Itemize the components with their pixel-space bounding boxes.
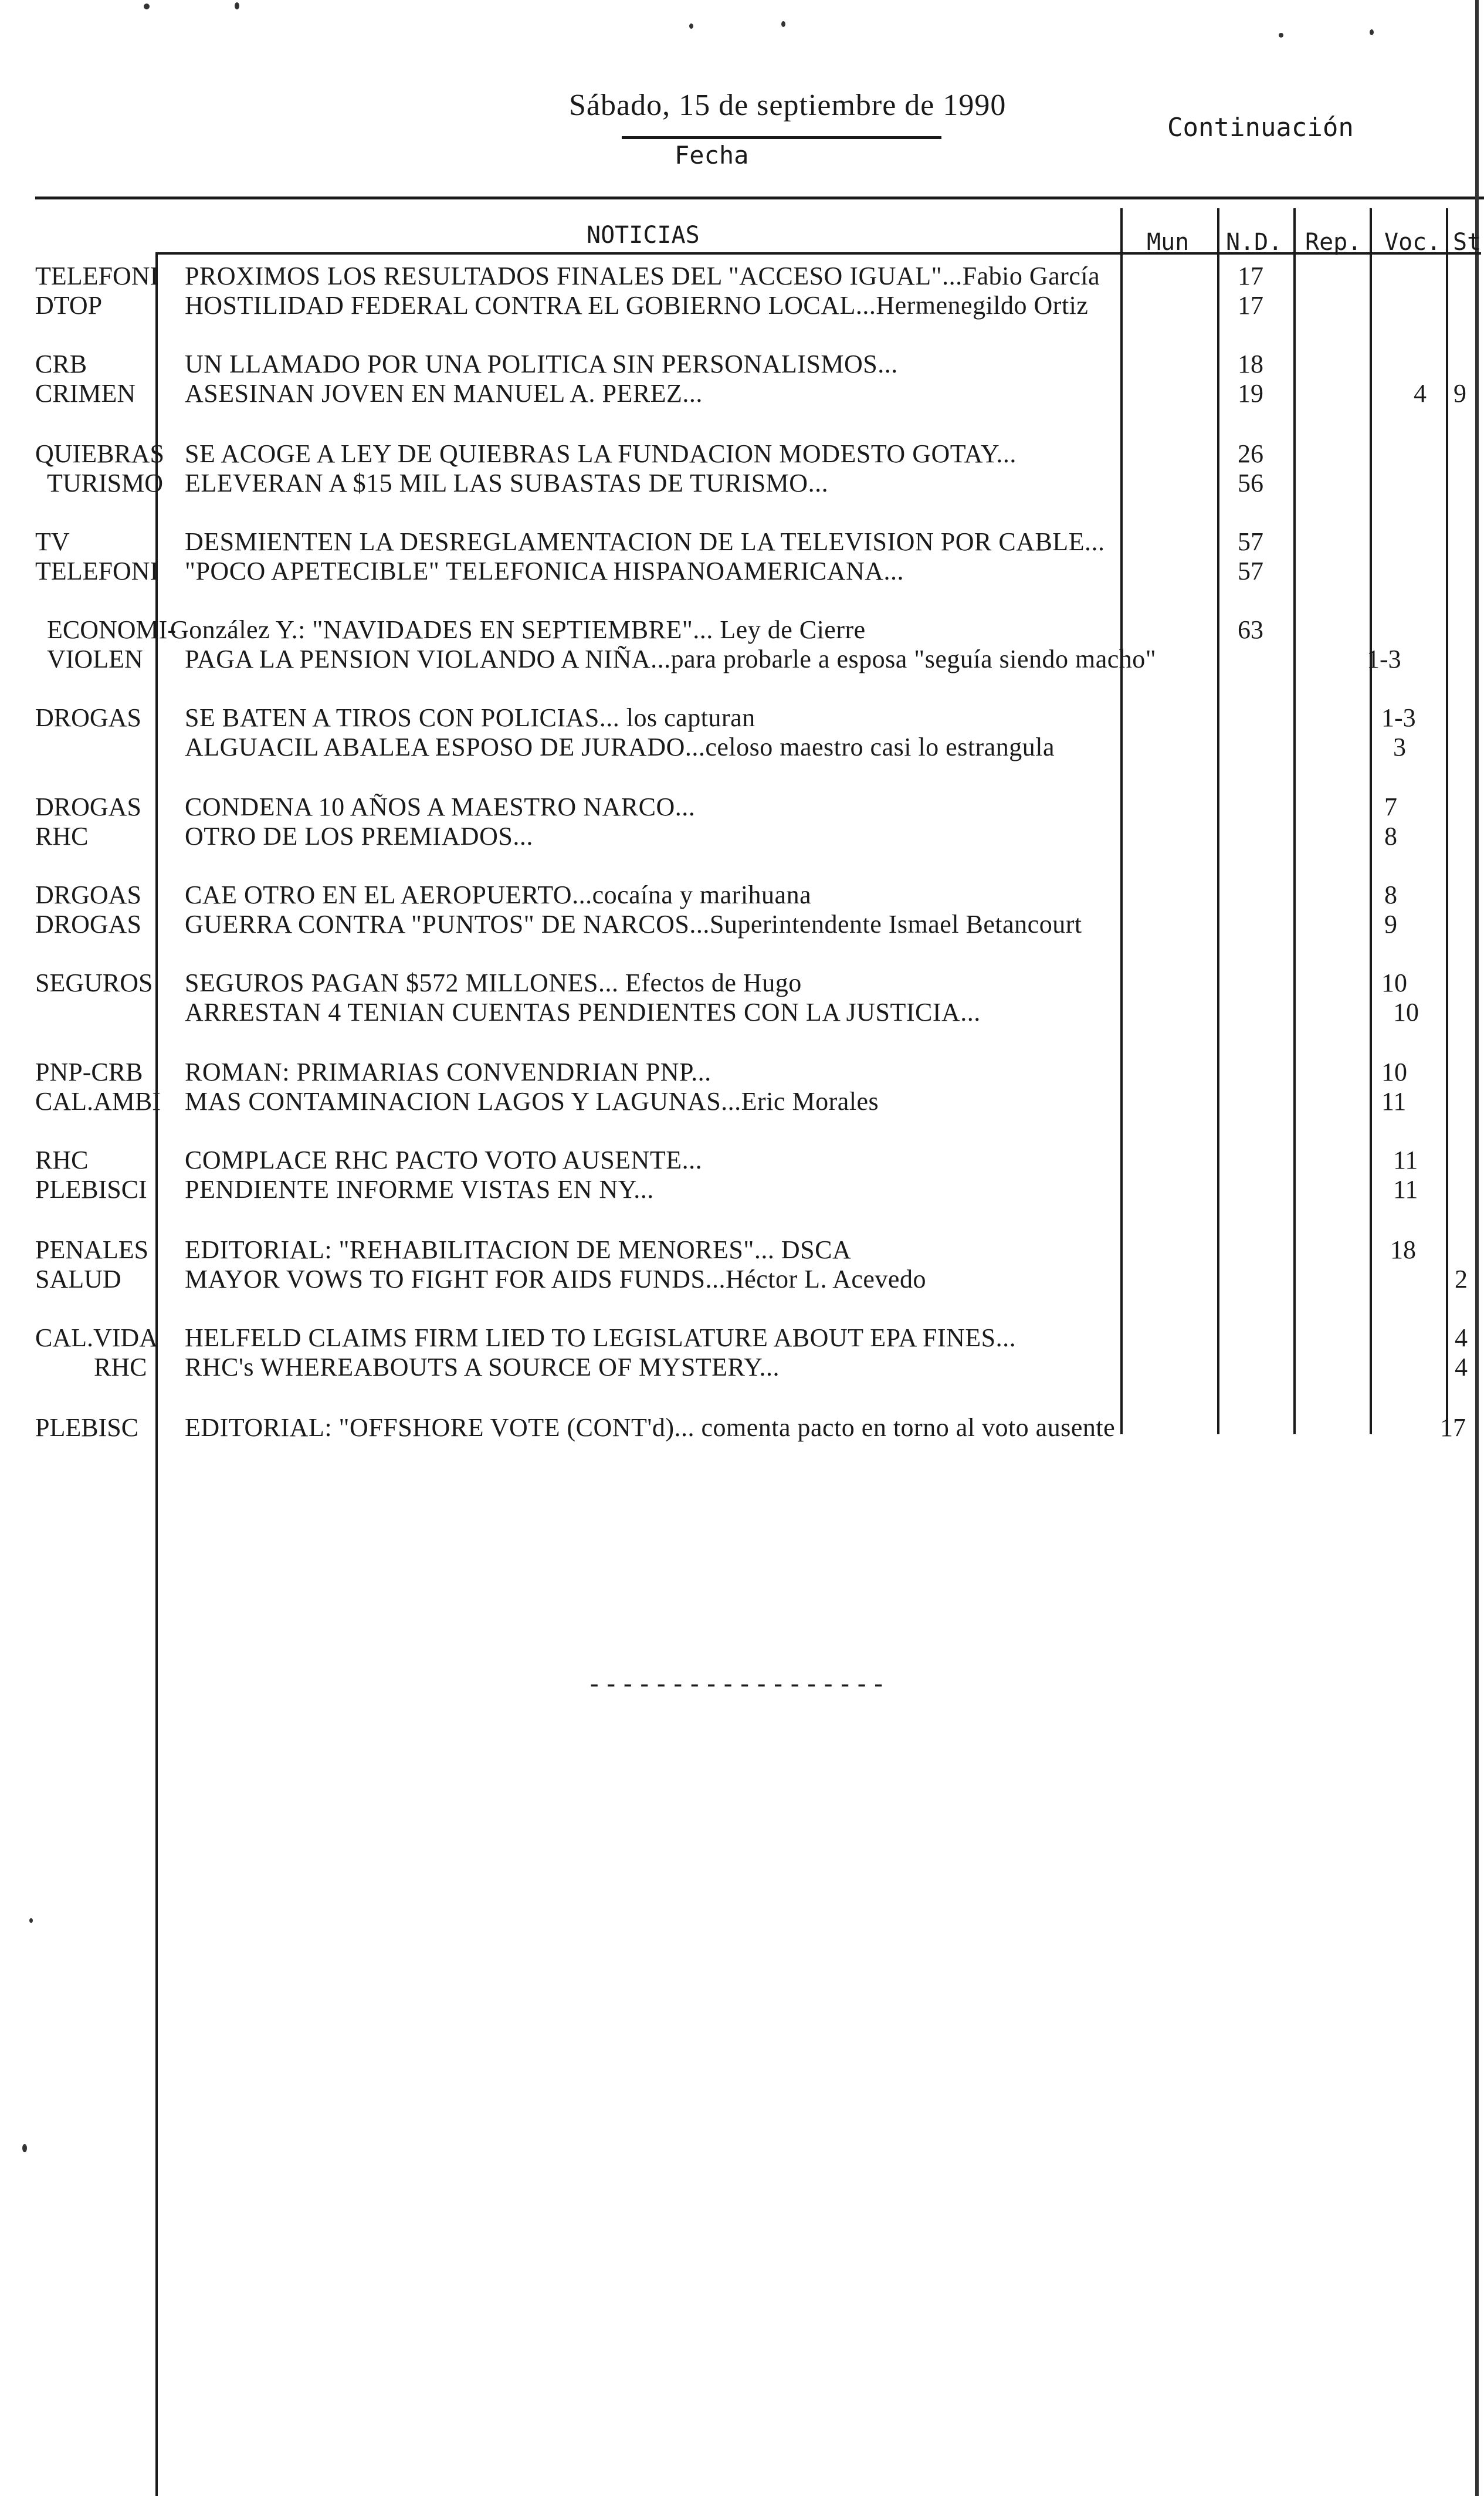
row-headline: ALGUACIL ABALEA ESPOSO DE JURADO...celoso maestro casi lo estrangula	[185, 733, 1055, 761]
row-headline: SE BATEN A TIROS CON POLICIAS... los capturan	[185, 703, 755, 732]
row-headline: HOSTILIDAD FEDERAL CONTRA EL GOBIERNO LOCAL...Hermenegildo Ortiz	[185, 291, 1089, 320]
column-header-mun: Mun	[1147, 229, 1190, 256]
row-st: 4	[1455, 1323, 1468, 1352]
row-voc: 4	[1414, 379, 1427, 408]
row-nd: 57	[1238, 557, 1263, 585]
row-headline: MAYOR VOWS TO FIGHT FOR AIDS FUNDS...Héctor L. Acevedo	[185, 1265, 926, 1293]
document-date: Sábado, 15 de septiembre de 1990	[569, 89, 1007, 122]
row-category: DROGAS	[35, 910, 141, 939]
row-nd: 17	[1238, 291, 1263, 320]
row-category: RHC	[94, 1353, 147, 1381]
row-voc: 8	[1384, 880, 1397, 909]
row-headline: MAS CONTAMINACION LAGOS Y LAGUNAS...Eric Morales	[185, 1087, 879, 1116]
row-nd: 19	[1238, 379, 1263, 408]
column-header-noticias: NOTICIAS	[587, 222, 700, 249]
row-voc: 11	[1393, 1146, 1418, 1174]
row-voc: 18	[1390, 1235, 1416, 1264]
row-category: CAL.AMBI	[35, 1087, 161, 1116]
column-divider	[155, 252, 158, 2496]
row-voc: 3	[1393, 733, 1406, 761]
row-category: PENALES	[35, 1235, 149, 1264]
column-divider	[1217, 208, 1219, 1434]
row-headline: PROXIMOS LOS RESULTADOS FINALES DEL "ACCESO IGUAL"...Fabio García	[185, 262, 1100, 290]
scan-speck	[1279, 33, 1283, 38]
row-voc: 1-3	[1381, 703, 1416, 732]
row-category: RHC	[35, 822, 89, 851]
row-headline: ARRESTAN 4 TENIAN CUENTAS PENDIENTES CON LA JUSTICIA...	[185, 998, 981, 1027]
row-headline: SE ACOGE A LEY DE QUIEBRAS LA FUNDACION MODESTO GOTAY...	[185, 439, 1017, 468]
row-st: 9	[1453, 379, 1466, 408]
scan-speck	[29, 1918, 33, 1923]
date-label: Fecha	[675, 141, 749, 170]
column-header-st: St	[1453, 229, 1482, 256]
row-st: 2	[1455, 1265, 1468, 1293]
row-voc: 10	[1393, 998, 1419, 1027]
row-category: DROGAS	[35, 703, 141, 732]
row-category: DROGAS	[35, 793, 141, 821]
row-headline: EDITORIAL: "OFFSHORE VOTE (CONT'd)... comenta pacto en torno al voto ausente	[185, 1413, 1116, 1442]
row-category: PNP-CRB	[35, 1058, 143, 1086]
scan-speck	[22, 2144, 27, 2152]
row-category: TELEFONI	[35, 262, 159, 290]
row-category: DTOP	[35, 291, 103, 320]
row-category: TURISMO	[47, 469, 164, 497]
row-headline: HELFELD CLAIMS FIRM LIED TO LEGISLATURE ABOUT EPA FINES...	[185, 1323, 1017, 1352]
column-divider	[1446, 208, 1448, 1434]
row-voc: 8	[1384, 822, 1397, 851]
row-headline: "POCO APETECIBLE" TELEFONICA HISPANOAMERICANA...	[185, 557, 904, 585]
row-category: QUIEBRAS	[35, 439, 165, 468]
row-headline: ELEVERAN A $15 MIL LAS SUBASTAS DE TURISMO...	[185, 469, 829, 497]
row-nd: 18	[1238, 350, 1263, 378]
row-voc: 11	[1393, 1175, 1418, 1204]
row-category: DRGOAS	[35, 880, 141, 909]
row-headline: DESMIENTEN LA DESREGLAMENTACION DE LA TELEVISION POR CABLE...	[185, 527, 1105, 556]
row-voc: 10	[1381, 968, 1407, 997]
row-category: TELEFONI	[35, 557, 159, 585]
row-category: CAL.VIDA	[35, 1323, 158, 1352]
row-headline: EDITORIAL: "REHABILITACION DE MENORES"... DSCA	[185, 1235, 852, 1264]
header-rule	[35, 197, 1484, 199]
row-voc: 11	[1381, 1087, 1407, 1116]
end-separator: ------------------	[587, 1669, 887, 1699]
column-divider	[1370, 208, 1372, 1434]
row-headline: RHC's WHEREABOUTS A SOURCE OF MYSTERY...	[185, 1353, 780, 1381]
row-voc: 9	[1384, 910, 1397, 939]
scan-speck	[1370, 29, 1374, 35]
row-headline: González Y.: "NAVIDADES EN SEPTIEMBRE"... Ley de Cierre	[170, 615, 866, 644]
column-header-rep: Rep.	[1305, 229, 1362, 256]
column-divider	[1120, 208, 1123, 1434]
row-voc: 10	[1381, 1058, 1407, 1086]
row-headline: GUERRA CONTRA "PUNTOS" DE NARCOS...Superintendente Ismael Betancourt	[185, 910, 1082, 939]
row-headline: CAE OTRO EN EL AEROPUERTO...cocaína y marihuana	[185, 880, 812, 909]
row-headline: UN LLAMADO POR UNA POLITICA SIN PERSONALISMOS...	[185, 350, 898, 378]
row-category: SEGUROS	[35, 968, 153, 997]
scan-speck	[144, 4, 150, 9]
row-voc: 7	[1384, 793, 1397, 821]
row-headline: COMPLACE RHC PACTO VOTO AUSENTE...	[185, 1146, 703, 1174]
row-headline: PENDIENTE INFORME VISTAS EN NY...	[185, 1175, 654, 1204]
row-nd: 17	[1238, 262, 1263, 290]
column-divider	[1293, 208, 1296, 1434]
row-category: PLEBISC	[35, 1413, 139, 1442]
row-headline: ROMAN: PRIMARIAS CONVENDRIAN PNP...	[185, 1058, 711, 1086]
scan-speck	[235, 2, 239, 9]
column-header-nd: N.D.	[1226, 229, 1283, 256]
row-headline: SEGUROS PAGAN $572 MILLONES... Efectos de Hugo	[185, 968, 802, 997]
row-category: RHC	[35, 1146, 89, 1174]
row-headline: OTRO DE LOS PREMIADOS...	[185, 822, 533, 851]
row-nd: 56	[1238, 469, 1263, 497]
row-category: PLEBISCI	[35, 1175, 147, 1204]
row-category: VIOLEN	[47, 645, 143, 673]
row-st: 17	[1440, 1413, 1466, 1442]
row-nd: 26	[1238, 439, 1263, 468]
row-category: CRB	[35, 350, 87, 378]
row-headline: PAGA LA PENSION VIOLANDO A NIÑA...para probarle a esposa "seguía siendo macho"	[185, 645, 1157, 673]
continuation-label: Continuación	[1167, 113, 1354, 143]
column-header-voc: Voc.	[1384, 229, 1441, 256]
row-nd: 63	[1238, 615, 1263, 644]
date-underline	[622, 136, 941, 139]
scan-speck	[781, 21, 785, 27]
row-headline: ASESINAN JOVEN EN MANUEL A. PEREZ...	[185, 379, 703, 408]
row-category: CRIMEN	[35, 379, 136, 408]
page-edge	[1475, 0, 1479, 2496]
row-category: SALUD	[35, 1265, 121, 1293]
row-category: TV	[35, 527, 70, 556]
row-nd: 57	[1238, 527, 1263, 556]
row-voc: 1-3	[1367, 645, 1401, 673]
scan-speck	[689, 23, 693, 29]
row-headline: CONDENA 10 AÑOS A MAESTRO NARCO...	[185, 793, 696, 821]
row-category: ECONOMI-	[47, 615, 176, 644]
row-st: 4	[1455, 1353, 1468, 1381]
